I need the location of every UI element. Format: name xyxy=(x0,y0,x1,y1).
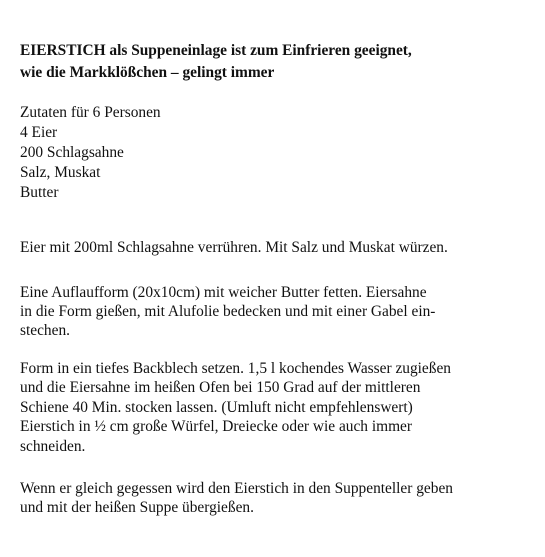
ingredient-item: 200 Schlagsahne xyxy=(20,144,124,161)
step-2-line-2: in die Form gießen, mit Alufolie bedecken und mit einer Gabel ein- xyxy=(20,303,436,320)
step-2-line-1: Eine Auflaufform (20x10cm) mit weicher Butter fetten. Eiersahne xyxy=(20,284,427,301)
ingredient-item: 4 Eier xyxy=(20,124,58,141)
ingredients-heading: Zutaten für 6 Personen xyxy=(20,104,161,121)
step-4-line-2: und mit der heißen Suppe übergießen. xyxy=(20,499,254,516)
ingredient-item: Salz, Muskat xyxy=(20,164,101,181)
step-3-line-2: und die Eiersahne im heißen Ofen bei 150 Grad auf der mittleren xyxy=(20,379,421,396)
step-3-line-4: Eierstich in ½ cm große Würfel, Dreiecke oder wie auch immer xyxy=(20,418,413,435)
step-1-line-1: Eier mit 200ml Schlagsahne verrühren. Mit Salz und Muskat würzen. xyxy=(20,239,448,256)
step-3-line-1: Form in ein tiefes Backblech setzen. 1,5 l kochendes Wasser zugießen xyxy=(20,360,451,377)
step-3-line-3: Schiene 40 Min. stocken lassen. (Umluft nicht empfehlenswert) xyxy=(20,399,413,416)
step-4-line-1: Wenn er gleich gegessen wird den Eierstich in den Suppenteller geben xyxy=(20,480,453,497)
ingredient-item: Butter xyxy=(20,184,59,201)
step-3-line-5: schneiden. xyxy=(20,438,86,455)
step-2-line-3: stechen. xyxy=(20,322,70,339)
recipe-title-line-1: EIERSTICH als Suppeneinlage ist zum Einfrieren geeignet, xyxy=(20,42,412,59)
recipe-title-line-2: wie die Markklößchen – gelingt immer xyxy=(20,64,275,81)
